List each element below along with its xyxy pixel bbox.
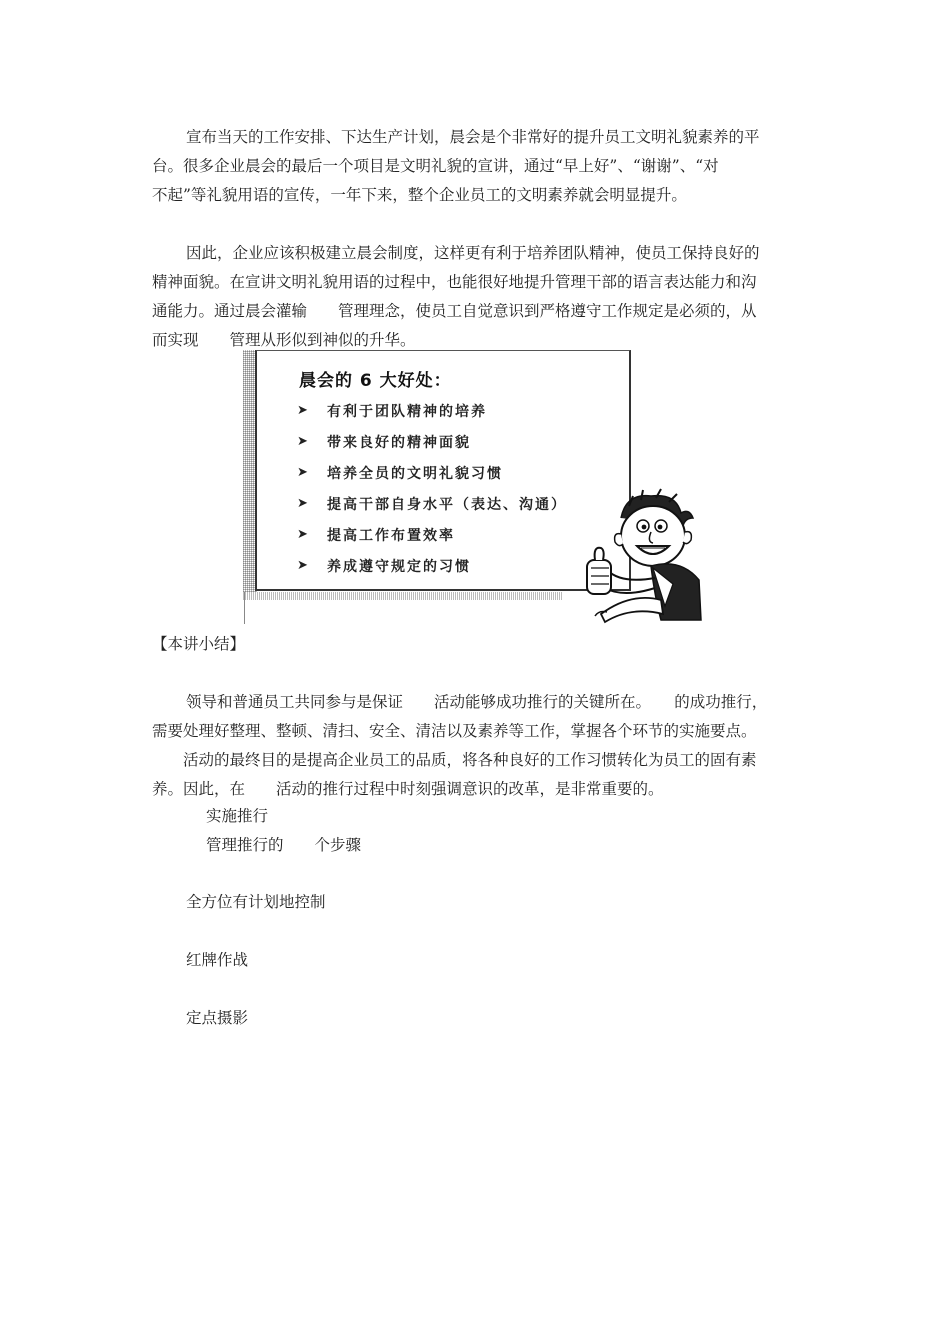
text-line: 宣布当天的工作安排、下达生产计划，晨会是个非常好的提升员工文明礼貌素养的平: [186, 128, 760, 146]
topic-item: 红牌作战: [186, 951, 249, 969]
arrow-bullet-icon: ➤: [297, 558, 310, 573]
section-title: 实施推行: [206, 807, 269, 825]
morning-meeting-benefits-figure: [243, 350, 708, 625]
list-item-label: 提高工作布置效率: [327, 527, 455, 544]
list-item-label: 养成遵守规定的习惯: [327, 558, 471, 575]
text-line: 因此，企业应该积极建立晨会制度，这样更有利于培养团队精神，使员工保持良好的: [186, 244, 760, 262]
figure-edge: [244, 592, 245, 624]
list-item: [297, 488, 567, 519]
list-item: [297, 457, 567, 488]
text-line: 精神面貌。在宣讲文明礼貌用语的过程中，也能很好地提升管理干部的语言表达能力和沟: [152, 273, 757, 291]
list-item-label: 有利于团队精神的培养: [327, 403, 487, 420]
text-line: 领导和普通员工共同参与是保证 活动能够成功推行的关键所在。 的成功推行，: [186, 693, 768, 711]
list-item-label: 培养全员的文明礼貌习惯: [327, 465, 503, 482]
topic-item: 定点摄影: [186, 1009, 249, 1027]
text-line: 需要处理好整理、整顿、清扫、安全、清洁以及素养等工作，掌握各个环节的实施要点。: [152, 722, 757, 740]
text-line: 活动的最终目的是提高企业员工的品质，将各种良好的工作习惯转化为员工的固有素: [152, 751, 757, 769]
summary-heading: 【本讲小结】: [152, 635, 246, 653]
list-item-label: 提高干部自身水平（表达、沟通）: [327, 496, 567, 513]
figure-divider: [255, 590, 560, 591]
paragraph-morning-meeting-platform: [152, 123, 802, 210]
text-line: 养。因此，在 活动的推行过程中时刻强调意识的改革，是非常重要的。: [152, 780, 664, 798]
figure-title: 晨会的 6 大好处：: [299, 371, 452, 391]
list-item: [297, 426, 567, 457]
figure-frame: [255, 350, 631, 591]
list-item: [297, 519, 567, 550]
summary-paragraph: [152, 688, 802, 804]
text-line: 不起”等礼貌用语的宣传，一年下来，整个企业员工的文明素养就会明显提升。: [152, 186, 687, 204]
arrow-bullet-icon: ➤: [297, 403, 310, 418]
topic-item: 全方位有计划地控制: [186, 893, 326, 911]
list-item: [297, 550, 567, 581]
paragraph-morning-meeting-system: [152, 239, 802, 355]
text-line: 而实现 管理从形似到神似的升华。: [152, 331, 416, 349]
text-line: 台。很多企业晨会的最后一个项目是文明礼貌的宣讲，通过“早上好”、“谢谢”、“对: [152, 157, 719, 175]
figure-shadow-bottom: [243, 592, 563, 600]
list-item-label: 带来良好的精神面貌: [327, 434, 471, 451]
cartoon-thumbs-up-icon: [581, 488, 711, 625]
arrow-bullet-icon: ➤: [297, 527, 310, 542]
list-item: [297, 395, 567, 426]
benefits-list: [297, 395, 567, 581]
section-subtitle: 管理推行的 个步骤: [206, 836, 362, 854]
arrow-bullet-icon: ➤: [297, 496, 310, 511]
arrow-bullet-icon: ➤: [297, 465, 310, 480]
text-line: 通能力。通过晨会灌输 管理理念，使员工自觉意识到严格遵守工作规定是必须的，从: [152, 302, 757, 320]
arrow-bullet-icon: ➤: [297, 434, 310, 449]
